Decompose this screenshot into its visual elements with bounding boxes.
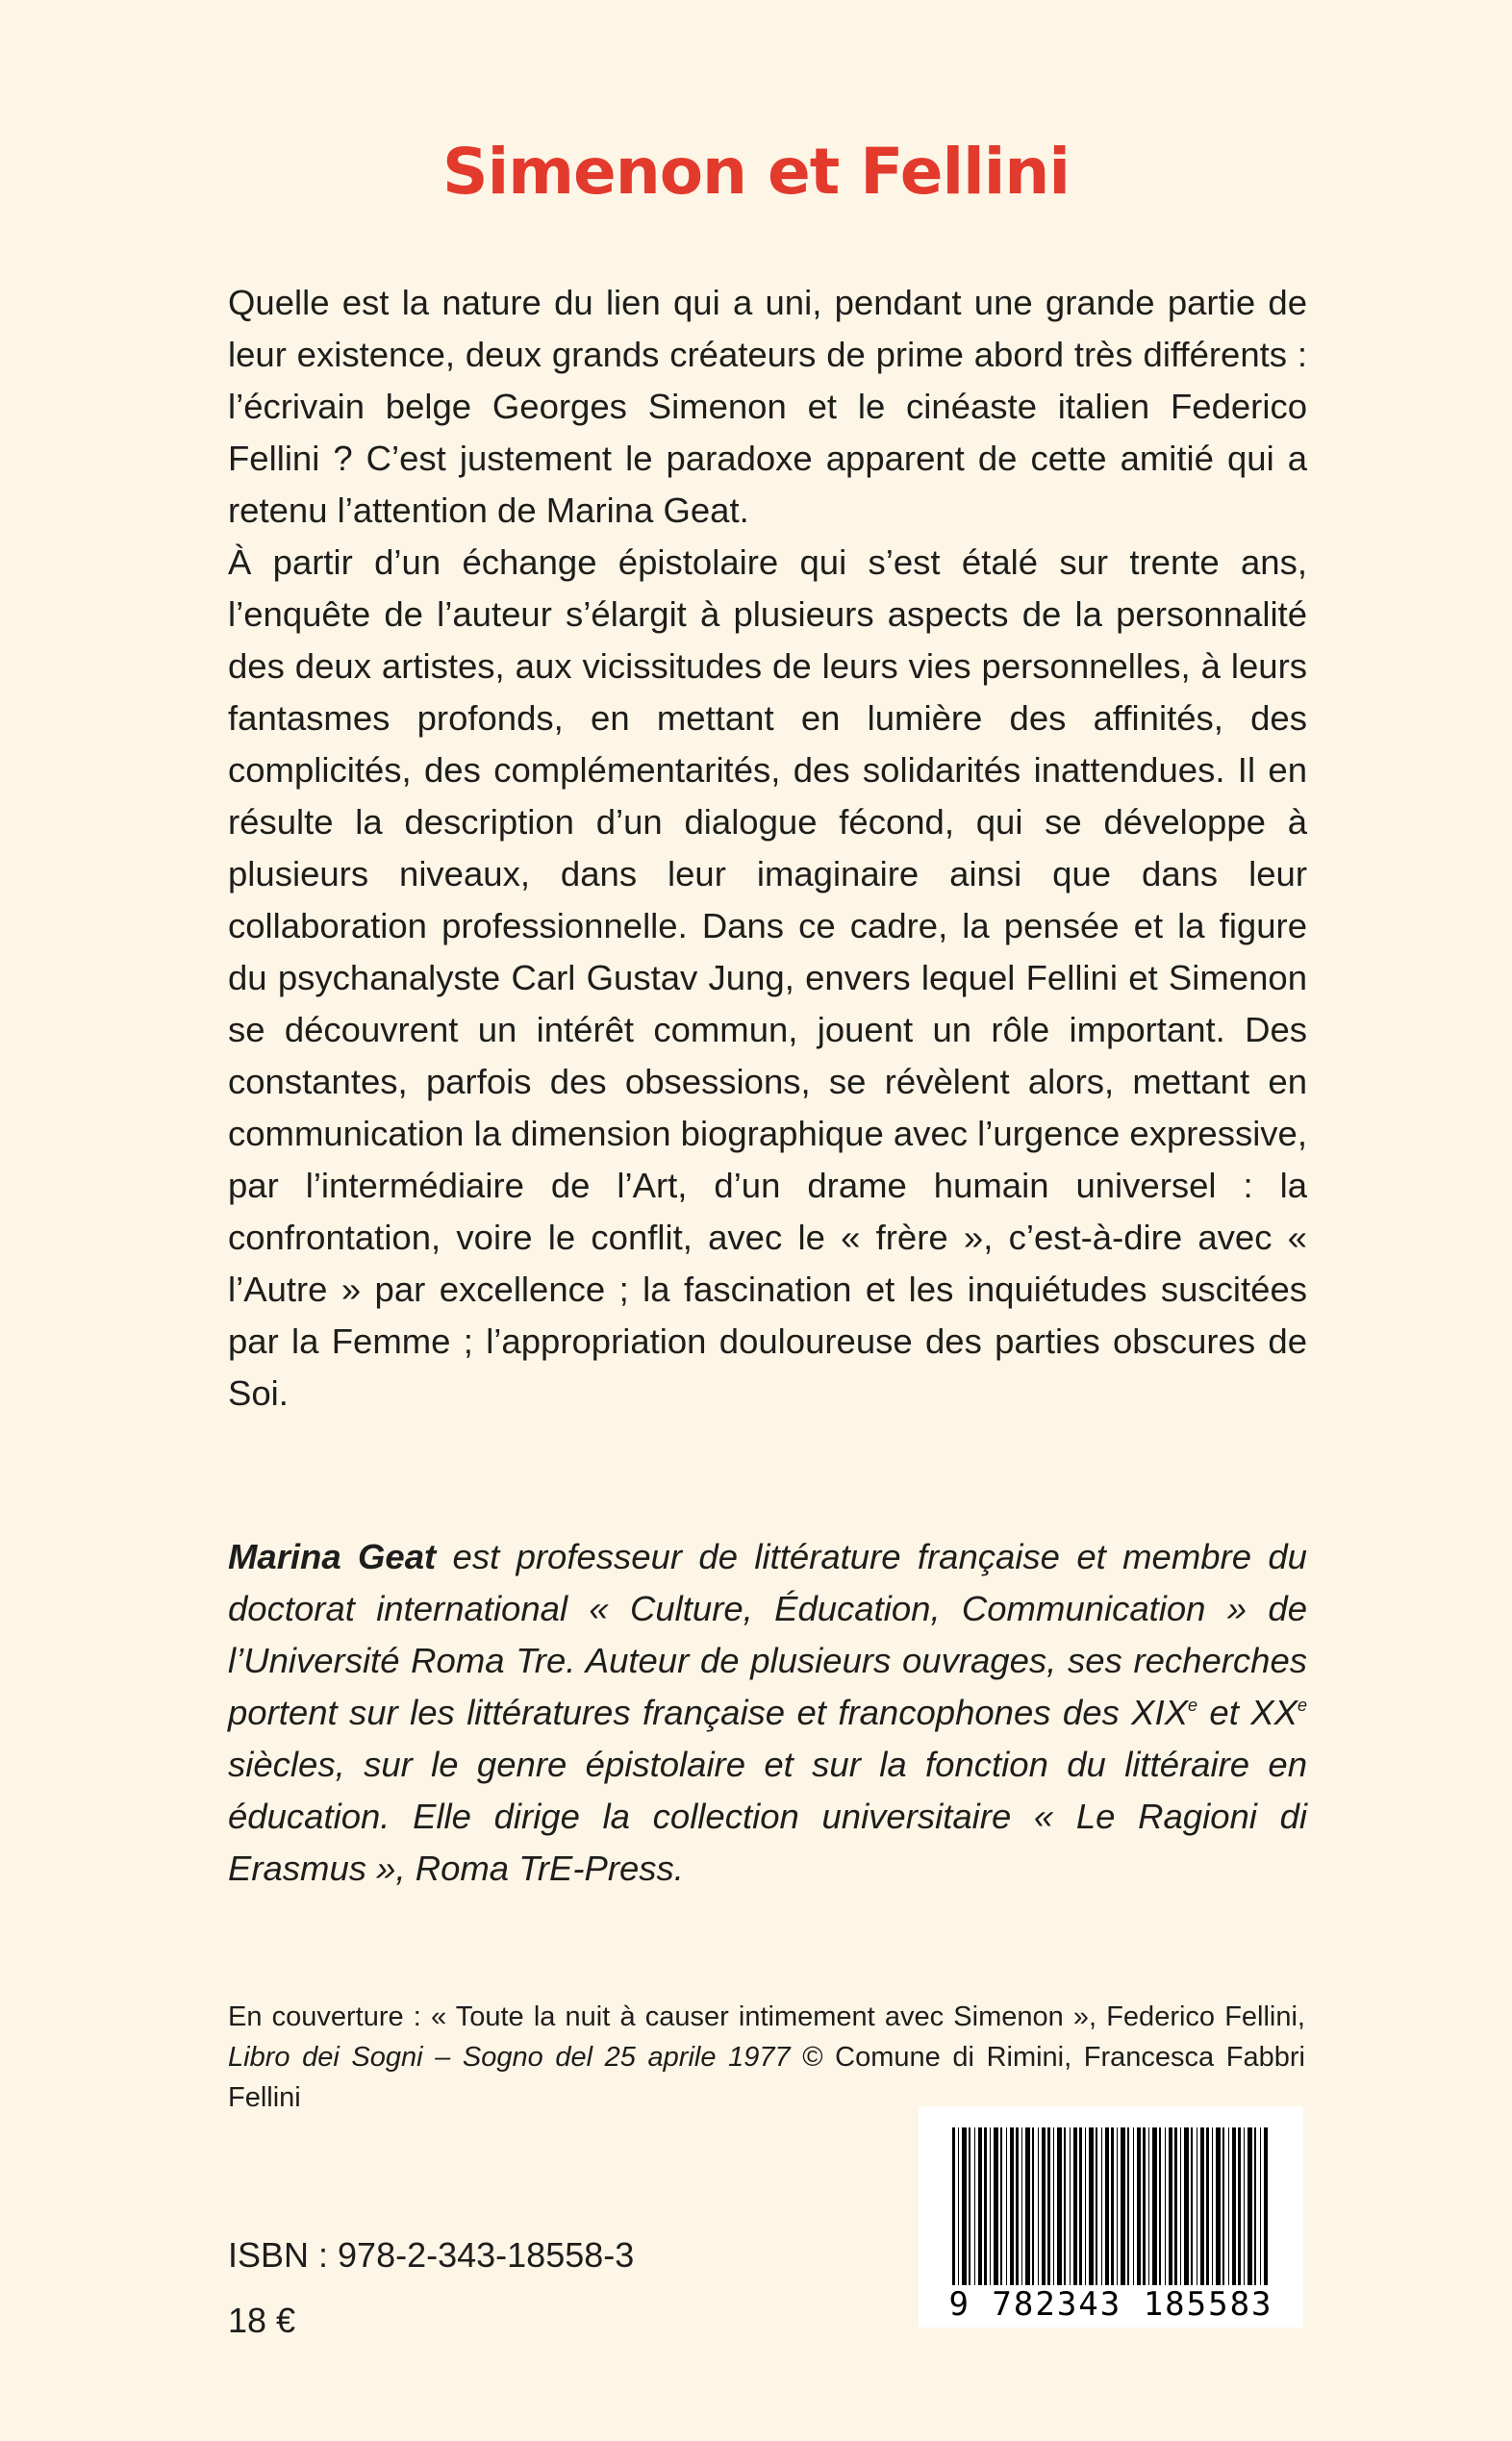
credit-work-title: Libro dei Sogni – Sogno del 25 aprile 1977 bbox=[228, 2042, 791, 2073]
price: 18 € bbox=[228, 2301, 296, 2340]
author-name: Marina Geat bbox=[228, 1537, 437, 1576]
synopsis-paragraph: À partir d’un échange épistolaire qui s’est étalé sur trente ans, l’enquête de l’auteur s’élargit à plusieurs aspects de la personnalité des deux artistes, aux vicissitudes de leurs vies personnelles, à leurs fantasmes profonds, en mettant en lumière des affinités, des complicités, des complémentarités, des solidarités inattendues. Il en résulte la description d’un dialogue fécond, qui se développe à plusieurs niveaux, dans leur imaginaire ainsi que dans leur collaboration professionnelle. Dans ce cadre, la pensée et la figure du psychanalyste Carl Gustav Jung, envers lequel Fellini et Simenon se découvrent un intérêt commun, jouent un rôle important. Des constantes, parfois des obsessions, se révèlent alors, mettant en communication la dimension biographique avec l’urgence expressive, par l’intermédiaire de l’Art, d’un drame humain universel : la confrontation, voire le conflit, avec le « frère », c’est-à-dire avec « l’Autre » par excellence ; la fascination et les inquiétudes suscitées par la Femme ; l’appropriation douloureuse des parties obscures de Soi. bbox=[228, 542, 1307, 1413]
bio-text: et XX bbox=[1197, 1693, 1298, 1732]
barcode bbox=[919, 2106, 1303, 2328]
bio-text: est professeur de littérature française et membre du doctorat international « Culture, Éducation, Communication » de l’Université Roma Tre. Auteur de plusieurs ouvrages, ses recherches portent sur les littératures française et francophones des XIX bbox=[228, 1537, 1307, 1732]
synopsis-paragraph: Quelle est la nature du lien qui a uni, pendant une grande partie de leur existence, deux grands créateurs de prime abord très différents : l’écrivain belge Georges Simenon et le cinéaste italien Federico Fellini ? C’est justement le paradoxe apparent de cette amitié qui a retenu l’attention de Marina Geat. bbox=[228, 283, 1307, 530]
synopsis bbox=[228, 277, 1307, 1420]
barcode-bars bbox=[952, 2127, 1270, 2285]
credit-text: © Comune di Rimini, Francesca Fabbri Fellini bbox=[228, 2042, 1305, 2113]
isbn: ISBN : 978-2-343-18558-3 bbox=[228, 2235, 635, 2275]
cover-credit bbox=[228, 1997, 1305, 2118]
barcode-digits: 9 782343 185583 bbox=[948, 2285, 1273, 2324]
author-bio bbox=[228, 1531, 1307, 1895]
bio-superscript: e bbox=[1297, 1696, 1307, 1715]
bio-text: siècles, sur le genre épistolaire et sur la fonction du littéraire en éducation. Elle dirige la collection universitaire « Le Ragioni di Erasmus », Roma TrE-Press. bbox=[228, 1745, 1307, 1888]
book-title: Simenon et Fellini bbox=[442, 135, 1070, 209]
bio-superscript: e bbox=[1188, 1696, 1198, 1715]
credit-text: En couverture : « Toute la nuit à causer intimement avec Simenon », Federico Fellini, bbox=[228, 2001, 1305, 2032]
